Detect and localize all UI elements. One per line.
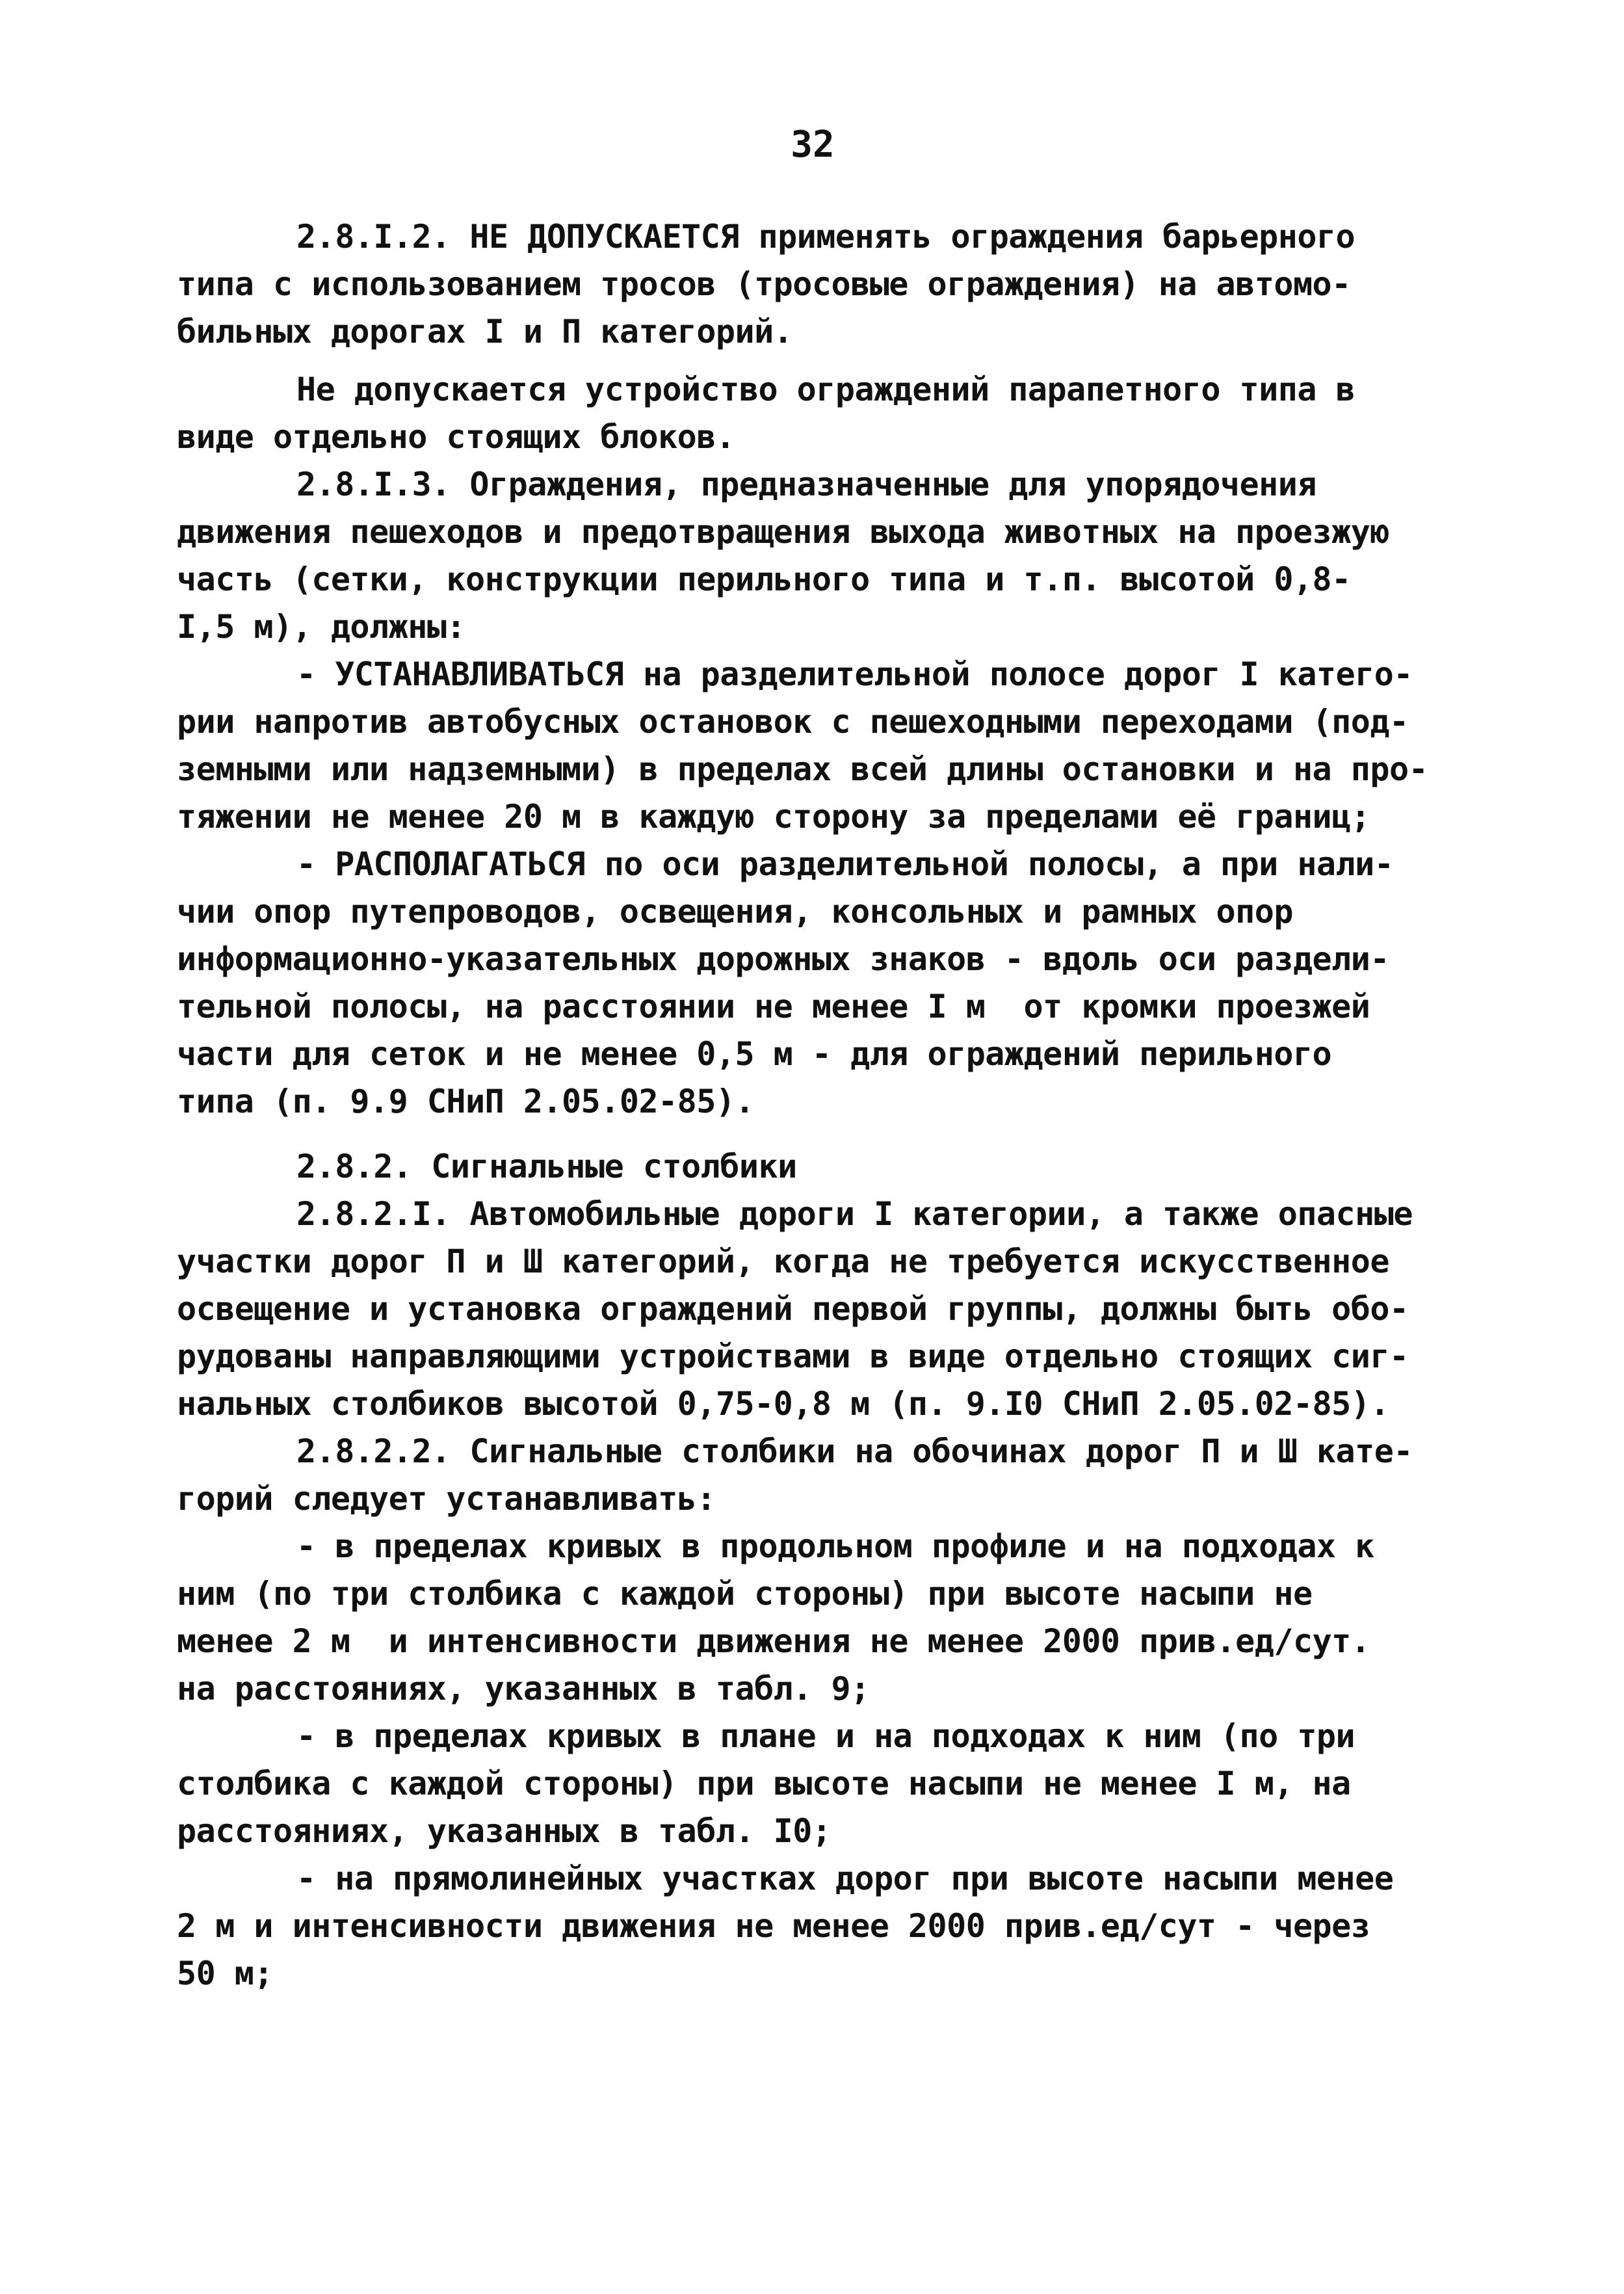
text-line: рии напротив автобусных остановок с пешеходными переходами (под- bbox=[177, 703, 1409, 741]
text-line: тяжении не менее 20 м в каждую сторону за пределами её границ; bbox=[177, 798, 1370, 836]
text-line: часть (сетки, конструкции перильного типа и т.п. высотой 0,8- bbox=[177, 560, 1351, 598]
text-line: движения пешеходов и предотвращения выхода животных на проезжую bbox=[177, 513, 1389, 551]
text-line: на расстояниях, указанных в табл. 9; bbox=[177, 1670, 870, 1707]
text-line: - в пределах кривых в продольном профиле и на подходах к bbox=[296, 1527, 1374, 1565]
text-line: расстояниях, указанных в табл. I0; bbox=[177, 1812, 832, 1850]
text-line: столбика с каждой стороны) при высоте насыпи не менее I м, на bbox=[177, 1765, 1351, 1802]
text-line: нальных столбиков высотой 0,75-0,8 м (п. 9.I0 СНиП 2.05.02-85). bbox=[177, 1385, 1389, 1423]
text-line: типа (п. 9.9 СНиП 2.05.02-85). bbox=[177, 1083, 755, 1120]
text-line: части для сеток и не менее 0,5 м - для ограждений перильного bbox=[177, 1035, 1332, 1073]
text-line: 2.8.2.I. Автомобильные дороги I категории, а также опасные bbox=[296, 1195, 1413, 1233]
text-line: ним (по три столбика с каждой стороны) при высоте насыпи не bbox=[177, 1575, 1313, 1613]
text-line: типа с использованием тросов (тросовые ограждения) на автомо- bbox=[177, 265, 1351, 303]
text-line: Не допускается устройство ограждений парапетного типа в bbox=[296, 371, 1356, 408]
text-line: 2.8.2.2. Сигнальные столбики на обочинах дорог П и Ш кате- bbox=[296, 1432, 1413, 1470]
text-line: бильных дорогах I и П категорий. bbox=[177, 313, 793, 350]
text-line: - на прямолинейных участках дорог при высоте насыпи менее bbox=[296, 1860, 1394, 1897]
text-line: 2 м и интенсивности движения не менее 2000 прив.ед/сут - через bbox=[177, 1907, 1370, 1945]
text-line: тельной полосы, на расстоянии не менее I м от кромки проезжей bbox=[177, 988, 1370, 1025]
text-line: виде отдельно стоящих блоков. bbox=[177, 418, 735, 456]
text-line: 50 м; bbox=[177, 1955, 274, 1992]
text-line: участки дорог П и Ш категорий, когда не требуется искусственное bbox=[177, 1243, 1389, 1280]
text-line: 2.8.I.2. НЕ ДОПУСКАЕТСЯ применять ограждения барьерного bbox=[296, 218, 1356, 256]
section-heading: 2.8.2. Сигнальные столбики bbox=[296, 1148, 797, 1185]
text-line: I,5 м), должны: bbox=[177, 608, 466, 646]
text-line: информационно-указательных дорожных знаков - вдоль оси раздели- bbox=[177, 940, 1389, 978]
text-line: - в пределах кривых в плане и на подходах к ним (по три bbox=[296, 1717, 1356, 1755]
text-line: 2.8.I.3. Ограждения, предназначенные для упорядочения bbox=[296, 466, 1316, 503]
text-line: - УСТАНАВЛИВАТЬСЯ на разделительной полосе дорог I катего- bbox=[296, 655, 1413, 693]
text-line: земными или надземными) в пределах всей длины остановки и на про- bbox=[177, 750, 1428, 788]
text-line: менее 2 м и интенсивности движения не менее 2000 прив.ед/сут. bbox=[177, 1622, 1370, 1660]
text-line: чии опор путепроводов, освещения, консольных и рамных опор bbox=[177, 893, 1293, 930]
text-line: - РАСПОЛАГАТЬСЯ по оси разделительной полосы, а при нали- bbox=[296, 845, 1394, 883]
page-number: 32 bbox=[791, 124, 835, 166]
text-line: освещение и установка ограждений первой группы, должны быть обо- bbox=[177, 1290, 1409, 1328]
text-line: рудованы направляющими устройствами в виде отдельно стоящих сиг- bbox=[177, 1338, 1409, 1375]
text-line: горий следует устанавливать: bbox=[177, 1480, 716, 1518]
